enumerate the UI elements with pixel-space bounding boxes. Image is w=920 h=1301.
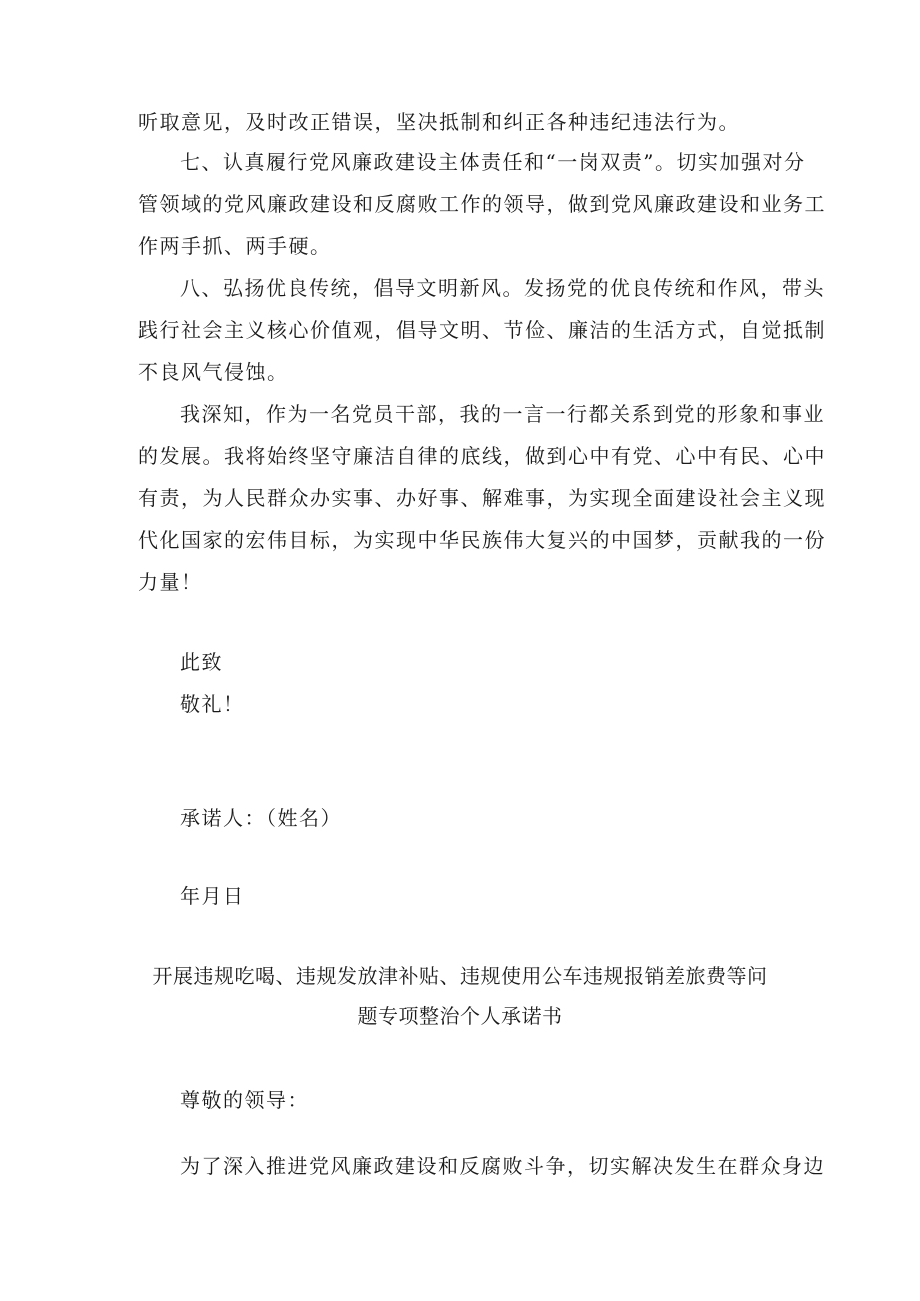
paragraph-line: 不良风气侵蚀。 — [138, 360, 289, 384]
document-title-line-2: 题专项整治个人承诺书 — [357, 1004, 563, 1028]
salutation-jing-li: 敬礼！ — [180, 692, 245, 716]
paragraph-line: 管领域的党风廉政建设和反腐败工作的领导，做到党风廉政建设和业务工 — [138, 192, 826, 216]
paragraph-line: 有责，为人民群众办实事、办好事、解难事，为实现全面建设社会主义现 — [138, 486, 826, 510]
intro-line: 为了深入推进党风廉政建设和反腐败斗争，切实解决发生在群众身边 — [180, 1154, 825, 1178]
paragraph-line: 践行社会主义核心价值观，倡导文明、节俭、廉洁的生活方式，自觉抵制 — [138, 318, 826, 342]
paragraph-line: 我深知，作为一名党员干部，我的一言一行都关系到党的形象和事业 — [180, 402, 825, 426]
paragraph-line: 七、认真履行党风廉政建设主体责任和“一岗双责”。切实加强对分 — [180, 150, 806, 174]
paragraph-line: 代化国家的宏伟目标，为实现中华民族伟大复兴的中国梦，贡献我的一份 — [138, 528, 826, 552]
paragraph-line: 力量！ — [138, 570, 203, 594]
paragraph-line: 八、弘扬优良传统，倡导文明新风。发扬党的优良传统和作风，带头 — [180, 276, 825, 300]
salutation-ci-zhi: 此致 — [180, 650, 223, 674]
paragraph-line: 的发展。我将始终坚守廉洁自律的底线，做到心中有党、心中有民、心中 — [138, 444, 826, 468]
signer-line: 承诺人：（姓名） — [180, 806, 342, 830]
date-line: 年月日 — [180, 884, 245, 908]
greeting: 尊敬的领导： — [180, 1088, 309, 1112]
document-title-line-1: 开展违规吃喝、违规发放津补贴、违规使用公车违规报销差旅费等问 — [152, 964, 768, 988]
paragraph-line: 听取意见，及时改正错误，坚决抵制和纠正各种违纪违法行为。 — [138, 110, 740, 134]
paragraph-line: 作两手抓、两手硬。 — [138, 234, 332, 258]
